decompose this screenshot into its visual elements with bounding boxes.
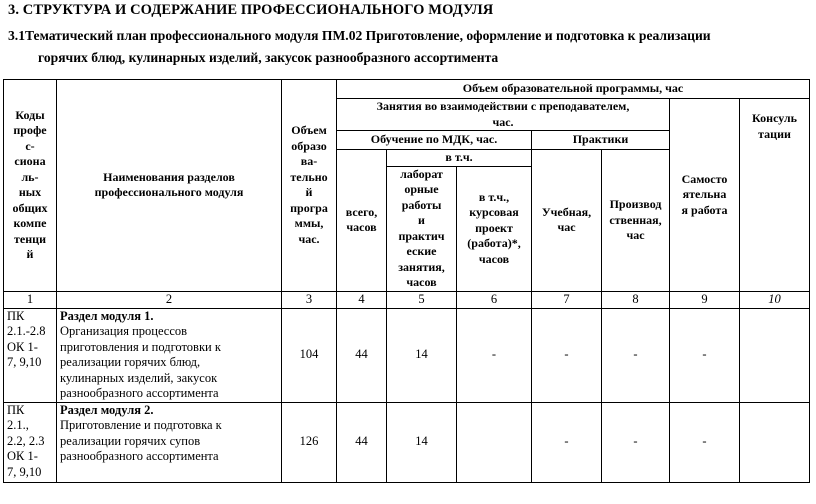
header-volume: Объем образо ва- тельно й програ ммы, час. — [282, 80, 337, 292]
column-number: 8 — [602, 291, 670, 308]
row-course — [457, 402, 532, 482]
row-section-description: Приготовление и подготовка к реализации горячих супов разнообразного ассортимента — [60, 418, 222, 463]
subheading-line-1: 3.1Тематический план профессионального модуля ПМ.02 Приготовление, оформление и подготовка к реализации — [8, 28, 711, 43]
row-section-name — [57, 308, 282, 402]
row-consult — [740, 402, 810, 482]
section-heading: 3. СТРУКТУРА И СОДЕРЖАНИЕ ПРОФЕССИОНАЛЬНОГО МОДУЛЯ — [8, 2, 494, 18]
row-prod-practice: - — [602, 402, 670, 482]
column-number: 5 — [387, 291, 457, 308]
row-prod-practice: - — [602, 308, 670, 402]
header-section-names: Наименования разделов профессионального модуля — [57, 80, 282, 292]
subheading-line-2: горячих блюд, кулинарных изделий, закусок разнообразного ассортимента — [38, 50, 499, 65]
row-section-title: Раздел модуля 2. — [60, 402, 154, 417]
header-course-project: в т.ч., курсовая проект (работа)*, часов — [457, 166, 532, 291]
thematic-plan-table — [3, 79, 810, 483]
row-codes: ПК 2.1., 2.2, 2.3 ОК 1- 7, 9,10 — [4, 402, 57, 482]
row-volume: 104 — [282, 308, 337, 402]
header-practice: Практики — [532, 131, 670, 150]
table-row — [4, 308, 810, 402]
row-labs: 14 — [387, 402, 457, 482]
header-production-practice: Производ ственная, час — [602, 150, 670, 292]
row-section-title: Раздел модуля 1. — [60, 308, 154, 323]
column-number: 10 — [740, 291, 810, 308]
header-codes: Коды профе с- сиона ль- ных общих компе тенци й — [4, 80, 57, 292]
table-row — [4, 402, 810, 482]
row-edu-practice: - — [532, 308, 602, 402]
column-number: 9 — [670, 291, 740, 308]
row-self-work: - — [670, 308, 740, 402]
column-number: 3 — [282, 291, 337, 308]
header-program-volume: Объем образовательной программы, час — [337, 80, 810, 99]
column-number: 4 — [337, 291, 387, 308]
row-volume: 126 — [282, 402, 337, 482]
row-total: 44 — [337, 402, 387, 482]
header-total-hours: всего, часов — [337, 150, 387, 292]
header-educational-practice: Учебная, час — [532, 150, 602, 292]
column-number: 7 — [532, 291, 602, 308]
row-section-description: Организация процессов приготовления и подготовки к реализации горячих блюд, кулинарных изделий, закусок разнообразного ассортимента — [60, 324, 221, 400]
row-edu-practice: - — [532, 402, 602, 482]
row-labs: 14 — [387, 308, 457, 402]
column-numbers-row — [4, 291, 810, 308]
row-total: 44 — [337, 308, 387, 402]
column-number: 2 — [57, 291, 282, 308]
header-consultations: Консуль тации — [740, 99, 810, 292]
row-section-name — [57, 402, 282, 482]
header-interaction: Занятия во взаимодействии с преподавателем, час. — [337, 99, 670, 131]
header-self-work: Самосто ятельна я работа — [670, 99, 740, 292]
header-mdk: Обучение по МДК, час. — [337, 131, 532, 150]
row-consult — [740, 308, 810, 402]
header-including: в т.ч. — [387, 150, 532, 167]
row-course: - — [457, 308, 532, 402]
row-codes: ПК 2.1.-2.8 ОК 1- 7, 9,10 — [4, 308, 57, 402]
column-number: 1 — [4, 291, 57, 308]
header-lab-practical: лаборат орные работы и практич еские занятия, часов — [387, 166, 457, 291]
column-number: 6 — [457, 291, 532, 308]
row-self-work: - — [670, 402, 740, 482]
